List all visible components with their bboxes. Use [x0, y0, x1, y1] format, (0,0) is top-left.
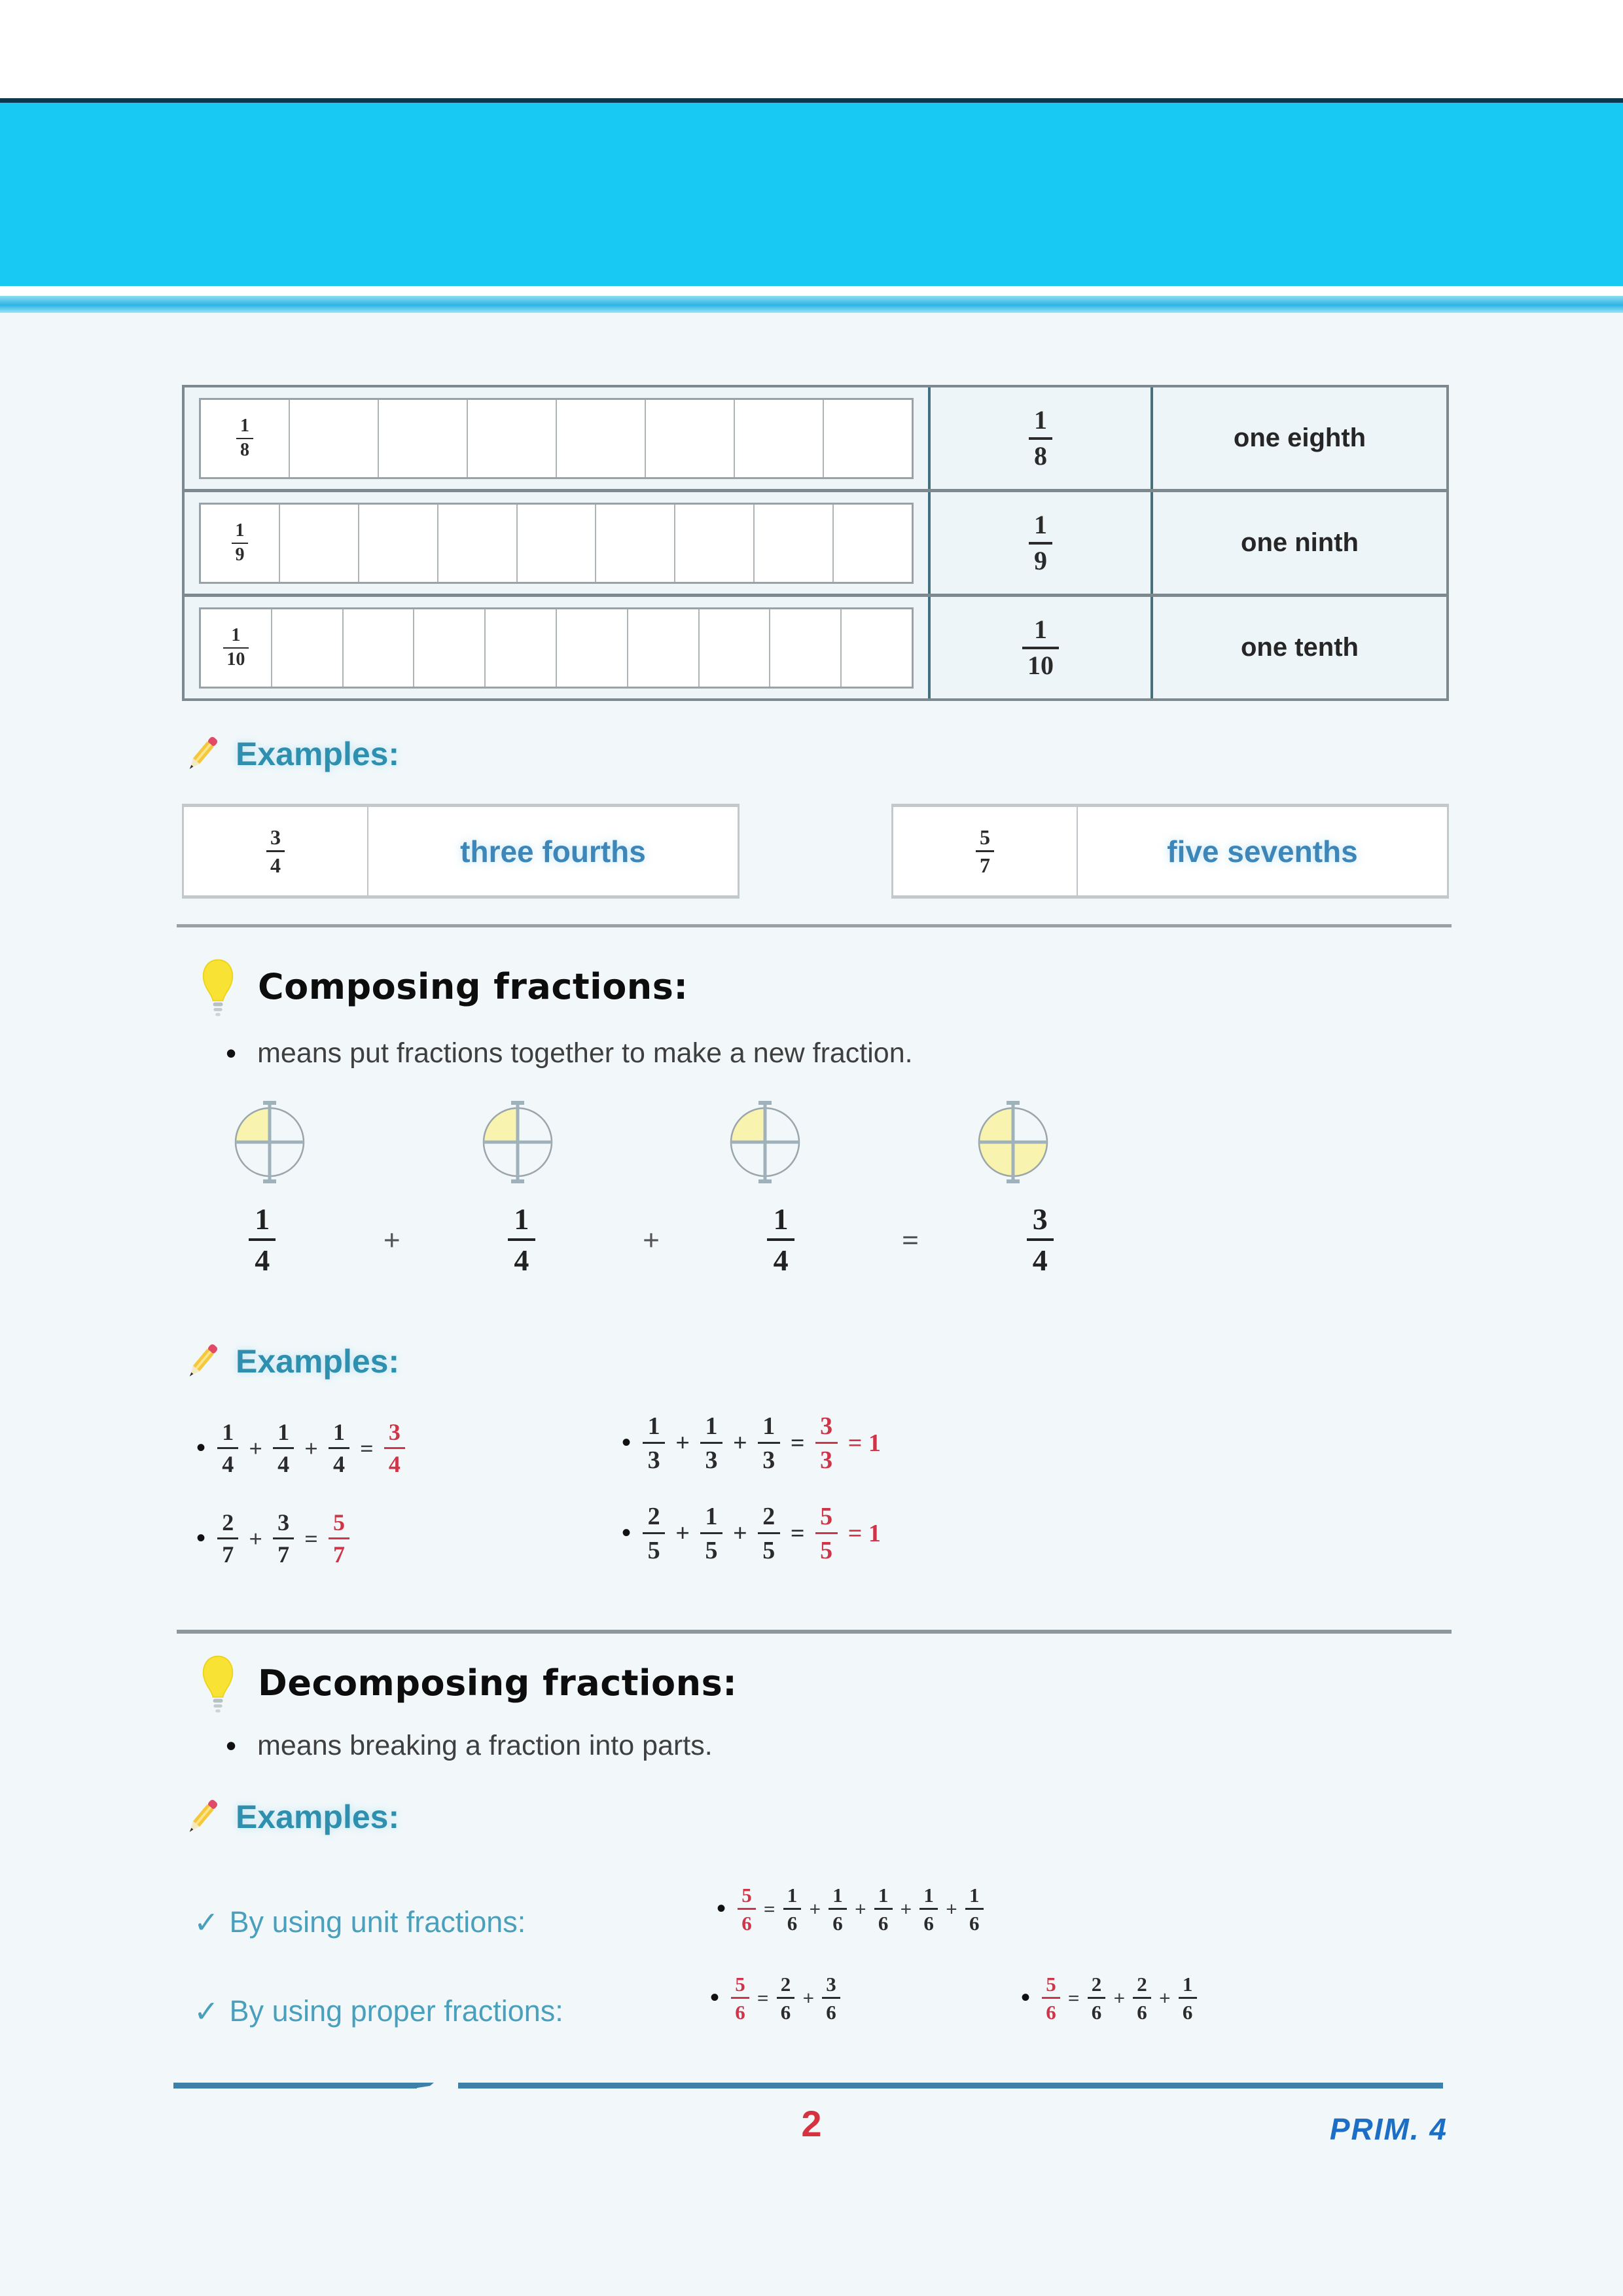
examples-heading-1 — [182, 732, 399, 776]
fraction — [919, 1885, 938, 1933]
fraction-numerator: 5 — [735, 1973, 745, 1996]
fraction — [236, 417, 253, 460]
fraction-numerator: 1 — [514, 1202, 529, 1236]
operator: = 1 — [847, 1429, 881, 1457]
fraction-denominator: 6 — [1088, 1997, 1106, 2022]
fraction-numerator: 1 — [1034, 404, 1047, 435]
operator: + — [675, 1429, 690, 1457]
fraction — [815, 1414, 838, 1473]
fraction-numerator: 3 — [820, 1412, 833, 1440]
fraction-strip — [199, 607, 914, 689]
header-navy-line — [0, 98, 1623, 103]
strip-part — [201, 400, 289, 477]
fraction — [815, 1504, 838, 1563]
header-blue-stripe — [0, 296, 1623, 313]
fraction-numerator: 1 — [1034, 614, 1047, 644]
fraction-denominator: 4 — [767, 1238, 794, 1275]
fraction — [217, 1511, 238, 1566]
bullet-dot: • — [196, 1433, 206, 1463]
strip-part — [342, 609, 414, 687]
fraction — [1133, 1974, 1151, 2022]
fraction-denominator: 7 — [329, 1537, 349, 1566]
operator: + — [249, 1525, 262, 1552]
operator: + — [675, 1519, 690, 1547]
fraction-numerator: 5 — [980, 825, 990, 849]
fraction — [758, 1414, 780, 1473]
strip-part — [734, 400, 823, 477]
fraction-numerator: 1 — [231, 624, 241, 645]
fraction — [1029, 404, 1052, 471]
fraction-cell — [931, 597, 1153, 698]
operator: = — [790, 1519, 805, 1547]
operator: = — [902, 1223, 919, 1257]
fraction-denominator: 4 — [508, 1238, 535, 1275]
fraction-denominator: 6 — [731, 1997, 749, 2022]
strip-part — [753, 505, 832, 582]
fraction — [700, 1414, 722, 1473]
definition-text: means breaking a fraction into parts. — [257, 1729, 713, 1761]
naming-fraction — [893, 807, 1078, 895]
strip-part — [832, 505, 912, 582]
operator: + — [900, 1897, 912, 1920]
fraction — [1022, 614, 1059, 681]
fraction — [767, 1204, 794, 1276]
strip-part — [437, 505, 516, 582]
fraction-numerator: 1 — [832, 1884, 843, 1907]
fraction-strip — [199, 398, 914, 479]
bullet-dot: • — [622, 1518, 632, 1548]
fraction-denominator: 7 — [217, 1537, 238, 1566]
operator: + — [304, 1435, 318, 1462]
operator: = — [757, 1986, 769, 2009]
strip-part — [556, 400, 645, 477]
method-label: By using proper fractions: — [229, 1994, 563, 2028]
strip-part — [840, 609, 912, 687]
operator: + — [809, 1897, 821, 1920]
fraction-numerator: 1 — [762, 1412, 776, 1440]
operator: = — [763, 1897, 776, 1920]
fraction — [329, 1420, 349, 1476]
fraction — [508, 1204, 535, 1276]
fraction — [700, 1504, 722, 1563]
fraction-denominator: 3 — [700, 1442, 722, 1472]
fraction-name: one tenth — [1241, 633, 1359, 662]
fraction-denominator: 7 — [976, 850, 995, 876]
fraction-denominator: 4 — [266, 850, 285, 876]
fraction-numerator: 1 — [705, 1503, 718, 1530]
strip-part — [201, 609, 271, 687]
naming-label: five sevenths — [1167, 834, 1358, 869]
composing-equation-1 — [196, 1420, 405, 1476]
fraction — [1179, 1974, 1197, 2022]
circle-equation — [249, 1204, 1054, 1276]
fraction-name: one ninth — [1241, 528, 1359, 557]
fraction-numerator: 1 — [240, 415, 249, 436]
fraction-numerator: 5 — [1046, 1973, 1056, 1996]
operator: = — [1067, 1986, 1080, 2009]
fraction — [643, 1414, 665, 1473]
table-row — [185, 489, 1446, 594]
fraction — [249, 1204, 276, 1276]
strip-part — [358, 505, 437, 582]
bullet-dot: • — [226, 1036, 237, 1070]
decomposing-heading — [196, 1653, 737, 1716]
composing-equation-4 — [622, 1504, 891, 1563]
fraction-numerator: 3 — [270, 825, 281, 849]
fraction-denominator: 4 — [384, 1447, 405, 1476]
strip-part — [289, 400, 378, 477]
lightbulb-icon — [196, 957, 240, 1020]
fraction-denominator: 6 — [829, 1908, 847, 1933]
fraction-denominator: 3 — [758, 1442, 780, 1472]
strip-part — [823, 400, 912, 477]
fraction — [329, 1511, 349, 1566]
strip-cell — [185, 492, 931, 594]
fraction-name: one eighth — [1233, 423, 1366, 452]
fraction — [643, 1504, 665, 1563]
fraction-numerator: 2 — [762, 1503, 776, 1530]
fraction-numerator: 1 — [705, 1412, 718, 1440]
fraction-numerator: 1 — [878, 1884, 889, 1907]
strip-part — [595, 505, 674, 582]
examples-title: Examples: — [236, 1343, 400, 1380]
fraction-numerator: 2 — [647, 1503, 660, 1530]
operator: = — [360, 1435, 374, 1462]
fraction-numerator: 3 — [277, 1509, 290, 1535]
fraction-denominator: 9 — [1029, 542, 1052, 575]
fraction — [829, 1885, 847, 1933]
fraction-denominator: 5 — [643, 1532, 665, 1562]
operator: + — [642, 1223, 660, 1257]
operator: + — [1158, 1986, 1171, 2009]
definition-text: means put fractions together to make a new fraction. — [257, 1037, 913, 1069]
fraction-numerator: 3 — [826, 1973, 836, 1996]
pencil-icon — [182, 1795, 223, 1839]
fraction-numerator: 2 — [1091, 1973, 1102, 1996]
table-row — [185, 594, 1446, 698]
fraction-numerator: 1 — [923, 1884, 934, 1907]
fraction-denominator: 7 — [273, 1537, 294, 1566]
fraction-denominator: 6 — [783, 1908, 802, 1933]
strip-part — [378, 400, 467, 477]
fraction-numerator: 1 — [235, 520, 245, 541]
fraction-numerator: 1 — [773, 1202, 789, 1236]
bullet-dot: • — [710, 1983, 720, 2013]
fraction-numerator: 5 — [741, 1884, 752, 1907]
fraction-numerator: 1 — [1034, 509, 1047, 539]
fraction-denominator: 8 — [1029, 437, 1052, 470]
fraction — [384, 1420, 405, 1476]
fraction — [783, 1885, 802, 1933]
fraction-numerator: 1 — [277, 1419, 290, 1445]
fraction-numerator: 1 — [647, 1412, 660, 1440]
fraction — [874, 1885, 893, 1933]
fraction — [965, 1885, 984, 1933]
fraction-table — [182, 385, 1449, 701]
fraction-numerator: 3 — [1032, 1202, 1048, 1236]
strip-part — [413, 609, 484, 687]
operator: + — [854, 1897, 866, 1920]
strip-part — [516, 505, 596, 582]
naming-example-box — [891, 804, 1449, 899]
check-icon: ✓ — [194, 1994, 219, 2028]
strip-part — [645, 400, 734, 477]
quarter-circle-diagram — [477, 1098, 558, 1187]
examples-heading-2 — [182, 1339, 399, 1384]
fraction — [217, 1420, 238, 1476]
composing-equation-3 — [196, 1511, 349, 1566]
fraction — [232, 522, 248, 565]
fraction — [273, 1420, 294, 1476]
examples-heading-3 — [182, 1795, 399, 1839]
operator: + — [733, 1519, 747, 1547]
fraction — [1088, 1974, 1106, 2022]
table-row — [185, 387, 1446, 489]
fraction-denominator: 6 — [777, 1997, 795, 2022]
fraction-denominator: 4 — [273, 1447, 294, 1476]
fraction-numerator: 1 — [1182, 1973, 1193, 1996]
strip-part — [674, 505, 753, 582]
method-label: By using unit fractions: — [229, 1905, 526, 1939]
fraction-denominator: 6 — [874, 1908, 893, 1933]
fraction — [758, 1504, 780, 1563]
fraction-numerator: 1 — [332, 1419, 345, 1445]
fraction-numerator: 5 — [332, 1509, 345, 1535]
divider-line — [177, 1630, 1452, 1634]
bullet-dot: • — [196, 1524, 206, 1553]
method-unit-fractions — [194, 1905, 526, 1940]
footer-line-right — [458, 2083, 1443, 2089]
lightbulb-icon — [196, 1653, 240, 1716]
name-cell — [1153, 597, 1446, 698]
operator: + — [383, 1223, 401, 1257]
name-cell — [1153, 492, 1446, 594]
section-title: Composing fractions: — [258, 966, 688, 1007]
fraction-numerator: 5 — [820, 1503, 833, 1530]
fraction — [1029, 509, 1052, 576]
fraction-denominator: 6 — [822, 1997, 840, 2022]
composing-heading — [196, 957, 688, 1020]
fraction-numerator: 1 — [787, 1884, 798, 1907]
pencil-icon — [182, 732, 223, 776]
operator: = 1 — [847, 1519, 881, 1547]
strip-part — [271, 609, 342, 687]
method-proper-fractions — [194, 1994, 563, 2029]
fraction-denominator: 5 — [758, 1532, 780, 1562]
fraction — [822, 1974, 840, 2022]
pencil-icon — [182, 1339, 223, 1384]
examples-title: Examples: — [236, 1799, 400, 1835]
bullet-dot: • — [622, 1428, 632, 1458]
fraction-denominator: 8 — [236, 438, 253, 460]
strip-part — [279, 505, 358, 582]
fraction-denominator: 6 — [965, 1908, 984, 1933]
fraction-denominator: 4 — [249, 1238, 276, 1275]
fraction-numerator: 3 — [388, 1419, 401, 1445]
section-title: Decomposing fractions: — [258, 1662, 738, 1704]
fraction-numerator: 1 — [969, 1884, 980, 1907]
fraction — [731, 1974, 749, 2022]
fraction-denominator: 10 — [1022, 647, 1059, 679]
operator: + — [802, 1986, 815, 2009]
fraction-denominator: 5 — [700, 1532, 722, 1562]
fraction-denominator: 6 — [738, 1908, 756, 1933]
naming-fraction — [184, 807, 368, 895]
composing-equation-2 — [622, 1414, 891, 1473]
operator: + — [1113, 1986, 1126, 2009]
proper-fraction-equation-1 — [710, 1974, 840, 2022]
strip-cell — [185, 387, 931, 489]
strip-cell — [185, 597, 931, 698]
fraction — [1027, 1204, 1054, 1276]
naming-example-box — [182, 804, 740, 899]
strip-part — [698, 609, 770, 687]
quarter-circle-diagram — [724, 1098, 806, 1187]
strip-part — [556, 609, 627, 687]
header-cyan-band — [0, 103, 1623, 286]
fraction-denominator: 3 — [643, 1442, 665, 1472]
fraction — [738, 1885, 756, 1933]
operator: = — [304, 1525, 318, 1552]
bullet-dot: • — [226, 1729, 237, 1763]
brand-label: PRIM. 4 — [1329, 2112, 1448, 2146]
operator: + — [946, 1897, 957, 1920]
strip-part — [467, 400, 556, 477]
strip-part — [769, 609, 840, 687]
naming-examples — [182, 804, 1449, 899]
operator: + — [733, 1429, 747, 1457]
fraction — [266, 827, 285, 876]
fraction-denominator: 6 — [1042, 1997, 1060, 2022]
fraction-numerator: 2 — [222, 1509, 234, 1535]
fraction-denominator: 9 — [232, 543, 248, 565]
fraction — [223, 626, 249, 670]
quarter-circle-diagram — [972, 1098, 1054, 1187]
bullet-dot: • — [1021, 1983, 1031, 2013]
decomposing-definition — [226, 1728, 713, 1763]
footer-line-left — [173, 2083, 417, 2089]
check-icon: ✓ — [194, 1905, 219, 1939]
fraction-denominator: 5 — [815, 1532, 838, 1562]
fraction-strip — [199, 503, 914, 584]
fraction-numerator: 2 — [1137, 1973, 1147, 1996]
fraction-denominator: 4 — [329, 1447, 349, 1476]
fraction-denominator: 6 — [1179, 1997, 1197, 2022]
divider-line — [177, 924, 1452, 927]
operator: + — [249, 1435, 262, 1462]
quarter-circle-diagram — [229, 1098, 310, 1187]
fraction-numerator: 1 — [255, 1202, 270, 1236]
operator: = — [790, 1429, 805, 1457]
fraction-cell — [931, 387, 1153, 489]
fraction-denominator: 4 — [217, 1447, 238, 1476]
unit-fraction-equation — [717, 1885, 984, 1933]
fraction-denominator: 3 — [815, 1442, 838, 1472]
examples-title: Examples: — [236, 736, 400, 772]
fraction-numerator: 1 — [222, 1419, 234, 1445]
quarter-circles — [229, 1098, 1054, 1187]
composing-definition — [226, 1035, 913, 1071]
proper-fraction-equation-2 — [1021, 1974, 1197, 2022]
naming-label: three fourths — [460, 834, 646, 869]
fraction-cell — [931, 492, 1153, 594]
page-number: 2 — [801, 2103, 822, 2144]
fraction-denominator: 10 — [223, 647, 249, 670]
fraction — [273, 1511, 294, 1566]
fraction-denominator: 6 — [919, 1908, 938, 1933]
fraction — [1042, 1974, 1060, 2022]
strip-part — [201, 505, 279, 582]
fraction-denominator: 6 — [1133, 1997, 1151, 2022]
strip-part — [484, 609, 556, 687]
strip-part — [627, 609, 698, 687]
bullet-dot: • — [717, 1894, 726, 1924]
name-cell — [1153, 387, 1446, 489]
fraction-numerator: 2 — [780, 1973, 791, 1996]
fraction — [976, 827, 995, 876]
fraction-denominator: 4 — [1027, 1238, 1054, 1275]
fraction — [777, 1974, 795, 2022]
